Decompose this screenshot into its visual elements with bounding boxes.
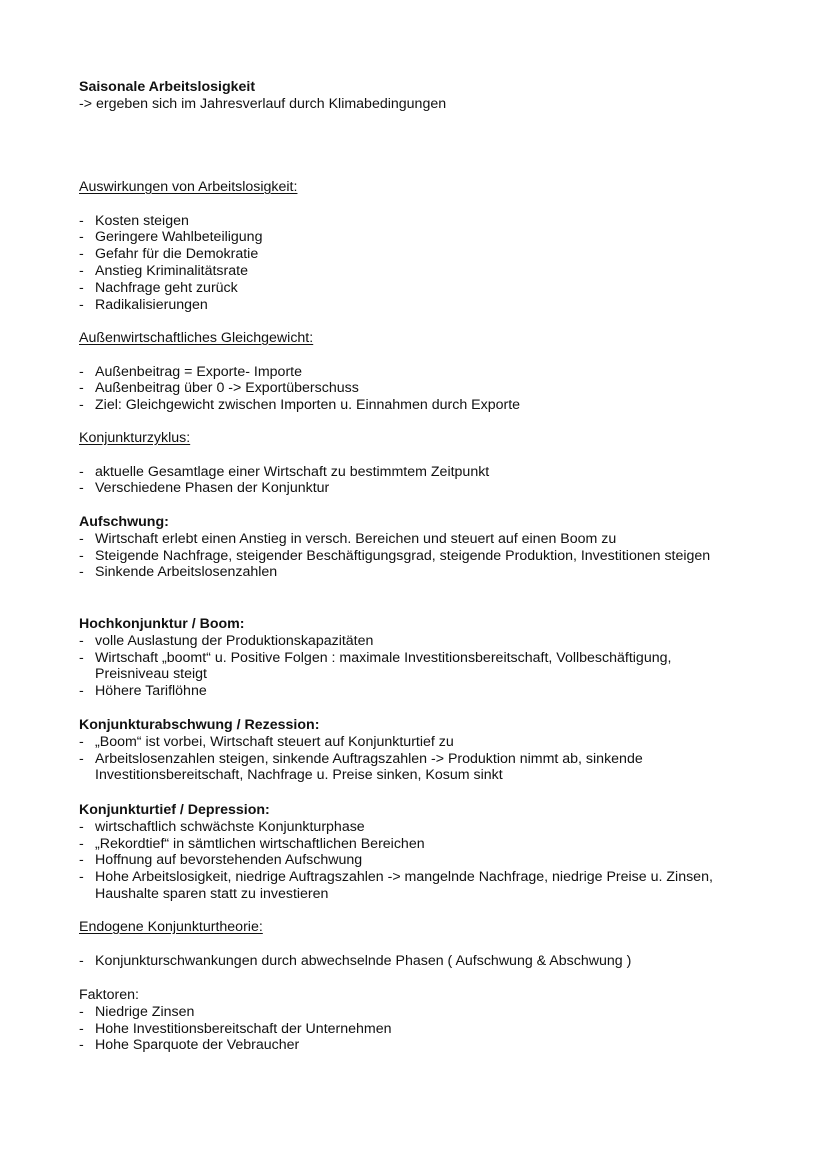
list-item <box>79 734 735 751</box>
list-item-text: Wirtschaft erlebt einen Anstieg in versch. Bereichen und steuert auf einen Boom zu <box>95 530 617 547</box>
list-item-text: Geringere Wahlbeteiligung <box>95 229 263 246</box>
section-konjunkturzyklus <box>79 430 759 497</box>
list-item-text: Sinkende Arbeitslosenzahlen <box>95 564 278 581</box>
list-item <box>79 263 735 280</box>
bullet-dash-icon: - <box>79 818 84 835</box>
list-item <box>79 819 735 836</box>
list-item-text: Ziel: Gleichgewicht zwischen Importen u. Einnahmen durch Exporte <box>95 397 521 414</box>
bullet-dash-icon: - <box>79 632 84 649</box>
section-heading: Konjunkturabschwung / Rezession: <box>79 717 320 733</box>
section-saisonale-arbeitslosigkeit <box>79 79 759 113</box>
section-heading: Endogene Konjunkturtheorie: <box>79 919 263 935</box>
section-heading: Faktoren: <box>79 987 139 1003</box>
list-item-text: Höhere Tariflöhne <box>95 683 207 700</box>
bullet-list <box>79 953 759 970</box>
list-item-text: „Boom“ ist vorbei, Wirtschaft steuert auf Konjunkturtief zu <box>95 733 454 750</box>
list-item <box>79 953 735 970</box>
list-item-text: Außenbeitrag = Exporte- Importe <box>95 363 303 380</box>
section-aussenwirtschaft <box>79 330 759 414</box>
section-heading: Hochkonjunktur / Boom: <box>79 616 245 632</box>
bullet-dash-icon: - <box>79 683 84 700</box>
bullet-dash-icon: - <box>79 750 84 767</box>
section-auswirkungen <box>79 179 759 313</box>
list-item-text: Konjunkturschwankungen durch abwechselnde Phasen ( Aufschwung & Abschwung ) <box>95 952 632 969</box>
list-item-text: Steigende Nachfrage, steigender Beschäftigungsgrad, steigende Produktion, Investitionen steigen <box>95 547 711 564</box>
list-item <box>79 650 735 684</box>
section-depression <box>79 802 759 903</box>
bullet-dash-icon: - <box>79 212 84 229</box>
bullet-dash-icon: - <box>79 1037 84 1054</box>
section-aufschwung <box>79 514 759 581</box>
bullet-dash-icon: - <box>79 363 84 380</box>
list-item-text: Nachfrage geht zurück <box>95 279 238 296</box>
section-text: -> ergeben sich im Jahresverlauf durch Klimabedingungen <box>79 95 447 112</box>
section-faktoren <box>79 987 759 1054</box>
bullet-list <box>79 734 759 784</box>
list-item <box>79 548 735 565</box>
bullet-list <box>79 364 759 414</box>
bullet-dash-icon: - <box>79 380 84 397</box>
list-item <box>79 852 735 869</box>
section-endogene-theorie <box>79 919 759 969</box>
list-item <box>79 531 735 548</box>
list-item <box>79 280 735 297</box>
bullet-dash-icon: - <box>79 835 84 852</box>
section-heading: Außenwirtschaftliches Gleichgewicht: <box>79 330 314 346</box>
list-item <box>79 364 735 381</box>
list-item <box>79 751 735 785</box>
list-item <box>79 229 735 246</box>
bullet-dash-icon: - <box>79 246 84 263</box>
list-item <box>79 380 735 397</box>
section-heading: Konjunkturtief / Depression: <box>79 802 270 818</box>
bullet-dash-icon: - <box>79 279 84 296</box>
list-item <box>79 246 735 263</box>
list-item-text: Niedrige Zinsen <box>95 1003 195 1020</box>
list-item-text: Gefahr für die Demokratie <box>95 246 259 263</box>
list-item-text: wirtschaftlich schwächste Konjunkturphase <box>95 818 365 835</box>
list-item-text: Hohe Arbeitslosigkeit, niedrige Auftragszahlen -> mangelnde Nachfrage, niedrige Preise u. Zinsen, Haushalte sparen statt zu investieren <box>95 869 713 902</box>
list-item-text: Arbeitslosenzahlen steigen, sinkende Auftragszahlen -> Produktion nimmt ab, sinkende Investitionsbereitschaft, Nachfrage u. Preise sinken, Kosum sinkt <box>95 750 643 784</box>
bullet-dash-icon: - <box>79 733 84 750</box>
section-heading: Saisonale Arbeitslosigkeit <box>79 79 256 95</box>
list-item <box>79 1021 735 1038</box>
bullet-dash-icon: - <box>79 952 84 969</box>
bullet-dash-icon: - <box>79 397 84 414</box>
section-heading: Auswirkungen von Arbeitslosigkeit: <box>79 179 298 195</box>
bullet-dash-icon: - <box>79 564 84 581</box>
bullet-dash-icon: - <box>79 262 84 279</box>
list-item-text: Hohe Investitionsbereitschaft der Unternehmen <box>95 1020 392 1037</box>
list-item <box>79 464 735 481</box>
list-item <box>79 397 735 414</box>
list-item <box>79 836 735 853</box>
list-item <box>79 480 735 497</box>
bullet-list <box>79 464 759 498</box>
list-item-text: Außenbeitrag über 0 -> Exportüberschuss <box>95 380 359 397</box>
bullet-dash-icon: - <box>79 1003 84 1020</box>
list-item-text: Wirtschaft „boomt“ u. Positive Folgen : maximale Investitionsbereitschaft, Vollbeschäftigung, Preisniveau steigt <box>95 649 672 683</box>
bullet-dash-icon: - <box>79 229 84 246</box>
bullet-dash-icon: - <box>79 463 84 480</box>
bullet-list <box>79 819 759 903</box>
list-item <box>79 869 735 903</box>
list-item <box>79 297 735 314</box>
bullet-list <box>79 213 759 314</box>
list-item <box>79 633 735 650</box>
bullet-dash-icon: - <box>79 852 84 869</box>
section-rezession <box>79 717 759 784</box>
list-item <box>79 1037 735 1054</box>
list-item-text: volle Auslastung der Produktionskapazitäten <box>95 632 374 649</box>
list-item <box>79 564 735 581</box>
bullet-list <box>79 531 759 581</box>
bullet-dash-icon: - <box>79 869 84 886</box>
list-item <box>79 213 735 230</box>
list-item-text: Anstieg Kriminalitätsrate <box>95 262 248 279</box>
list-item-text: Kosten steigen <box>95 212 189 229</box>
list-item-text: Hohe Sparquote der Vebraucher <box>95 1037 300 1054</box>
bullet-list <box>79 1004 759 1054</box>
section-heading: Konjunkturzyklus: <box>79 430 191 446</box>
bullet-dash-icon: - <box>79 530 84 547</box>
list-item-text: Hoffnung auf bevorstehenden Aufschwung <box>95 852 363 869</box>
list-item-text: Verschiedene Phasen der Konjunktur <box>95 480 330 497</box>
list-item-text: aktuelle Gesamtlage einer Wirtschaft zu bestimmtem Zeitpunkt <box>95 463 490 480</box>
section-heading: Aufschwung: <box>79 514 169 530</box>
list-item-text: Radikalisierungen <box>95 296 208 313</box>
section-hochkonjunktur <box>79 616 759 700</box>
list-item-text: „Rekordtief“ in sämtlichen wirtschaftlichen Bereichen <box>95 835 425 852</box>
bullet-dash-icon: - <box>79 1020 84 1037</box>
bullet-dash-icon: - <box>79 547 84 564</box>
list-item <box>79 683 735 700</box>
bullet-dash-icon: - <box>79 296 84 313</box>
bullet-list <box>79 633 759 700</box>
bullet-dash-icon: - <box>79 480 84 497</box>
bullet-dash-icon: - <box>79 649 84 666</box>
list-item <box>79 1004 735 1021</box>
